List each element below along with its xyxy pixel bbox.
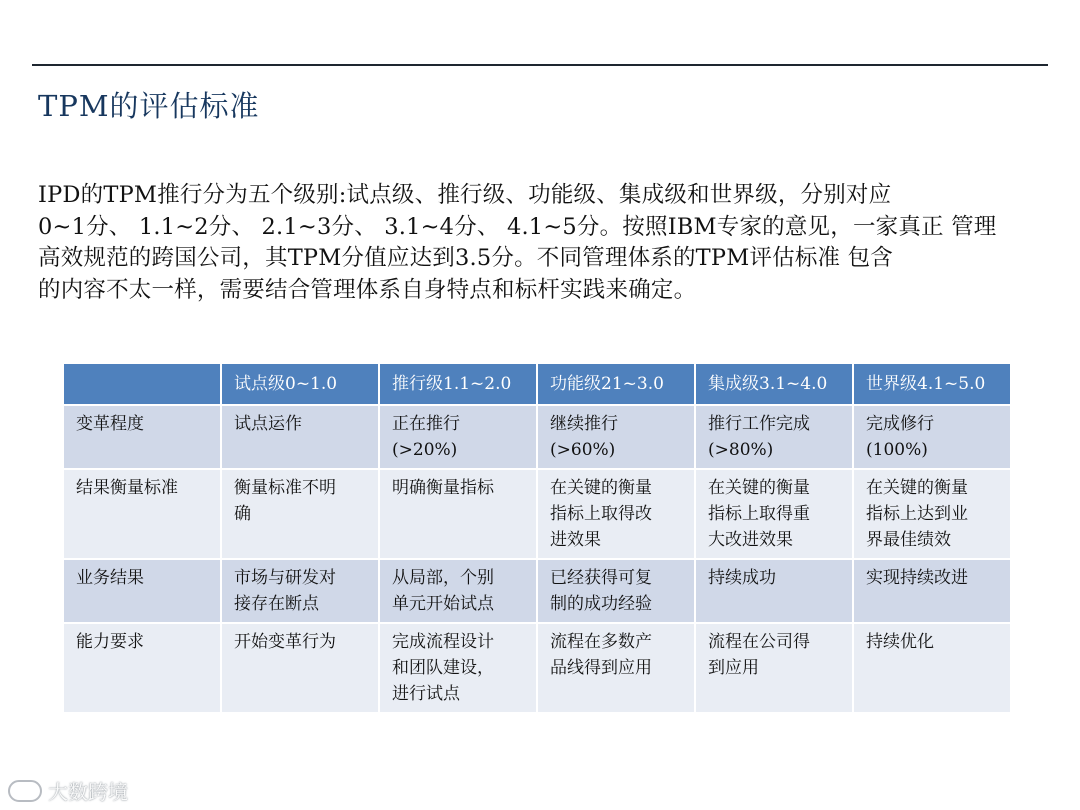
table-cell xyxy=(221,623,379,713)
cell-text-line: 完成修行 xyxy=(866,414,934,434)
cell-text-line: 指标上取得重 xyxy=(708,504,810,524)
cell-text-line: 在关键的衡量 xyxy=(866,478,968,498)
cell-text-line: (100%) xyxy=(866,440,928,460)
table-cell xyxy=(695,405,853,469)
table-cell xyxy=(853,405,1011,469)
intro-paragraph xyxy=(38,180,1048,306)
cell-text-line: (>60%) xyxy=(550,440,616,460)
header-cell-integrated: 集成级3.1~4.0 xyxy=(695,363,853,405)
cell-text-line: 进行试点 xyxy=(392,684,460,704)
cell-text-line: 大改进效果 xyxy=(708,530,793,550)
cell-text-line: 市场与研发对 xyxy=(234,568,336,588)
cell-text-line: 在关键的衡量 xyxy=(708,478,810,498)
table-row xyxy=(63,469,1011,559)
table-cell xyxy=(221,405,379,469)
row-header-cell: 结果衡量标准 xyxy=(63,469,221,559)
header-cell-world-class: 世界级4.1~5.0 xyxy=(853,363,1011,405)
cell-text-line: 确 xyxy=(234,504,251,524)
paragraph-line: IPD的TPM推行分为五个级别:试点级、推行级、功能级、集成级和世界级，分别对应 xyxy=(38,182,892,208)
table-cell xyxy=(695,623,853,713)
cell-text-line: 持续优化 xyxy=(866,632,934,652)
cell-text-line: 流程在多数产 xyxy=(550,632,652,652)
table-header-row xyxy=(63,363,1011,405)
cell-text-line: 明确衡量指标 xyxy=(392,478,494,498)
table-row xyxy=(63,559,1011,623)
tpm-criteria-table xyxy=(62,362,1012,714)
table-cell xyxy=(853,469,1011,559)
table-cell xyxy=(379,559,537,623)
cell-text-line: 制的成功经验 xyxy=(550,594,652,614)
table-cell xyxy=(695,559,853,623)
header-cell-functional: 功能级21~3.0 xyxy=(537,363,695,405)
cell-text-line: 正在推行 xyxy=(392,414,460,434)
header-cell-rollout: 推行级1.1~2.0 xyxy=(379,363,537,405)
cell-text-line: 到应用 xyxy=(708,658,759,678)
chat-bubble-icon xyxy=(8,780,42,802)
watermark xyxy=(8,776,128,805)
table-cell xyxy=(221,559,379,623)
paragraph-line: 高效规范的跨国公司，其TPM分值应达到3.5分。不同管理体系的TPM评估标准 包含 xyxy=(38,245,894,271)
cell-text-line: 进效果 xyxy=(550,530,601,550)
cell-text-line: (>20%) xyxy=(392,440,458,460)
cell-text-line: 推行工作完成 xyxy=(708,414,810,434)
table-cell xyxy=(221,469,379,559)
table-row xyxy=(63,623,1011,713)
table-cell xyxy=(379,405,537,469)
table-cell xyxy=(537,405,695,469)
cell-text-line: 流程在公司得 xyxy=(708,632,810,652)
table-cell xyxy=(537,559,695,623)
cell-text-line: 实现持续改进 xyxy=(866,568,968,588)
paragraph-line: 的内容不太一样，需要结合管理体系自身特点和标杆实践来确定。 xyxy=(38,276,697,303)
cell-text-line: 指标上达到业 xyxy=(866,504,968,524)
cell-text-line: (>80%) xyxy=(708,440,774,460)
table-cell xyxy=(537,623,695,713)
cell-text-line: 和团队建设， xyxy=(392,658,494,678)
top-divider xyxy=(32,64,1048,66)
table-cell xyxy=(379,469,537,559)
cell-text-line: 试点运作 xyxy=(234,414,302,434)
cell-text-line: 完成流程设计 xyxy=(392,632,494,652)
cell-text-line: 在关键的衡量 xyxy=(550,478,652,498)
cell-text-line: 单元开始试点 xyxy=(392,594,494,614)
row-header-cell: 能力要求 xyxy=(63,623,221,713)
header-cell-empty xyxy=(63,363,221,405)
cell-text-line: 接存在断点 xyxy=(234,594,319,614)
slide-title: TPM的评估标准 xyxy=(38,89,260,123)
cell-text-line: 持续成功 xyxy=(708,568,776,588)
cell-text-line: 指标上取得改 xyxy=(550,504,652,524)
table-cell xyxy=(379,623,537,713)
table-cell xyxy=(695,469,853,559)
paragraph-line: 0~1分、 1.1~2分、 2.1~3分、 3.1~4分、 4.1~5分。按照IBM专家的意见，一家真正 管理 xyxy=(38,213,997,240)
row-header-cell: 变革程度 xyxy=(63,405,221,469)
table-cell xyxy=(853,559,1011,623)
table-cell xyxy=(537,469,695,559)
cell-text-line: 已经获得可复 xyxy=(550,568,652,588)
cell-text-line: 从局部，个别 xyxy=(392,568,494,588)
row-header-cell: 业务结果 xyxy=(63,559,221,623)
table-row xyxy=(63,405,1011,469)
cell-text-line: 界最佳绩效 xyxy=(866,530,951,550)
cell-text-line: 开始变革行为 xyxy=(234,632,336,652)
cell-text-line: 继续推行 xyxy=(550,414,618,434)
cell-text-line: 衡量标准不明 xyxy=(234,478,336,498)
watermark-text: 大数跨境 xyxy=(48,780,128,804)
cell-text-line: 品线得到应用 xyxy=(550,658,652,678)
table-cell xyxy=(853,623,1011,713)
header-cell-pilot: 试点级0~1.0 xyxy=(221,363,379,405)
